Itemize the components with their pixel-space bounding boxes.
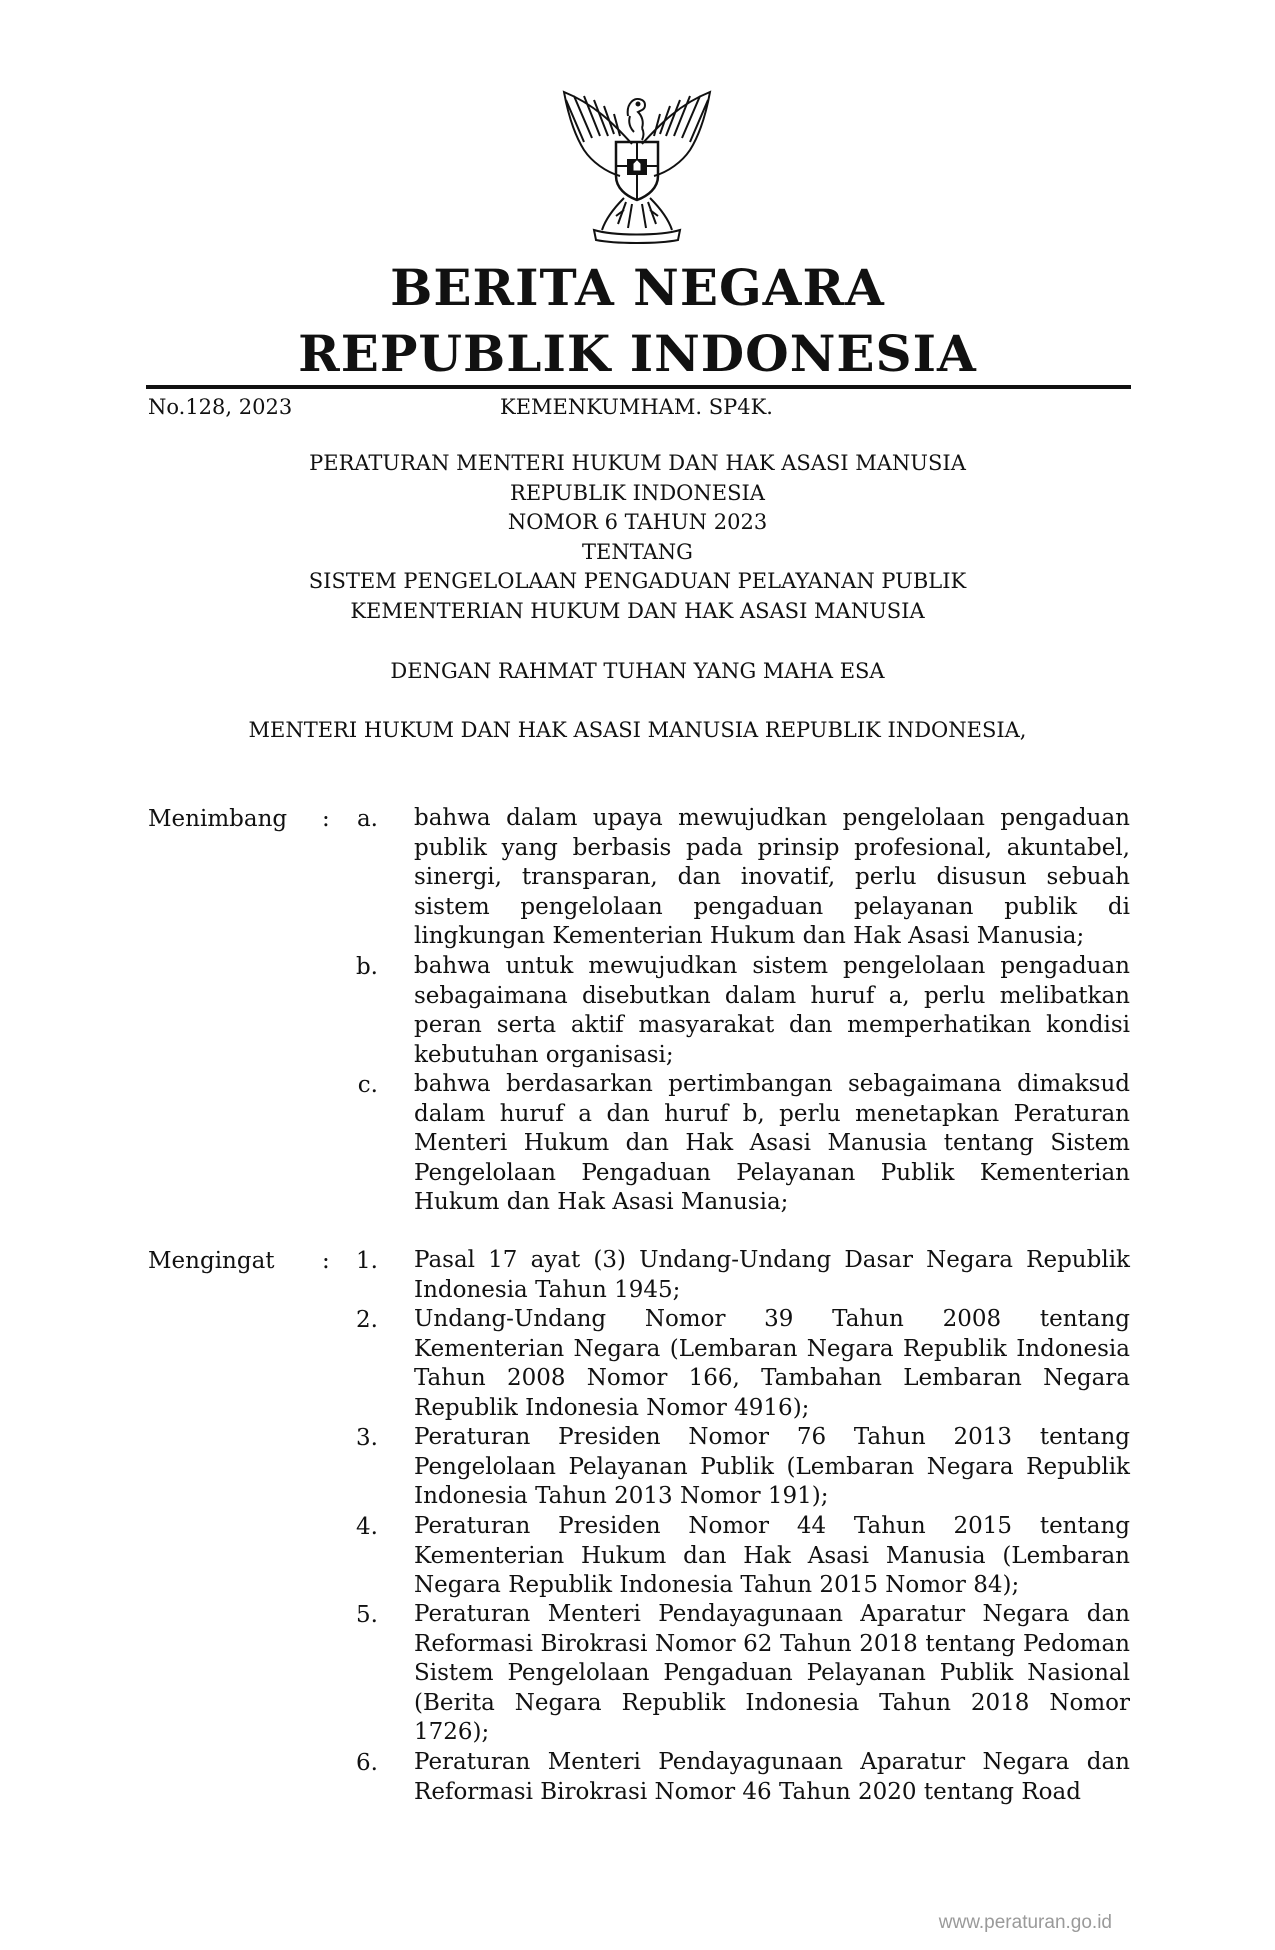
title-line: PERATURAN MENTERI HUKUM DAN HAK ASASI MANUSIA	[309, 451, 966, 475]
title-line: TENTANG	[582, 540, 693, 564]
item-marker: 3.	[356, 1425, 378, 1451]
legal-basis-item: Peraturan Presiden Nomor 44 Tahun 2015 tentang Kementerian Hukum dan Hak Asasi Manusia (Lembaran Negara Republik Indonesia Tahun 2015 Nomor 84);	[414, 1513, 1130, 1599]
item-marker: 2.	[356, 1307, 378, 1333]
item-marker: b.	[355, 954, 378, 980]
garuda-emblem-icon	[554, 84, 720, 244]
item-marker: 1.	[356, 1248, 378, 1274]
legal-basis-item: Peraturan Presiden Nomor 76 Tahun 2013 tentang Pengelolaan Pelayanan Publik (Lembaran Negara Republik Indonesia Tahun 2013 Nomor 191);	[414, 1424, 1130, 1510]
title-line: KEMENTERIAN HUKUM DAN HAK ASASI MANUSIA	[350, 599, 925, 623]
section-label-menimbang: Menimbang	[148, 806, 288, 832]
source-watermark: www.peraturan.go.id	[938, 1912, 1112, 1933]
item-marker: 6.	[356, 1750, 378, 1776]
section-colon: :	[322, 806, 330, 832]
legal-basis-item: Undang-Undang Nomor 39 Tahun 2008 tentang Kementerian Negara (Lembaran Negara Republik Indonesia Tahun 2008 Nomor 166, Tambahan Lembaran Negara Republik Indonesia Nomor 4916);	[414, 1306, 1130, 1421]
title-line: REPUBLIK INDONESIA	[510, 481, 765, 505]
consideration-item: bahwa untuk mewujudkan sistem pengelolaan pengaduan sebagaimana disebutkan dalam huruf a, perlu melibatkan peran serta aktif masyarakat dan memperhatikan kondisi kebutuhan organisasi;	[414, 953, 1130, 1068]
masthead-title: BERITA NEGARA	[390, 258, 885, 317]
consideration-item: bahwa dalam upaya mewujudkan pengelolaan pengaduan publik yang berbasis pada prinsip profesional, akuntabel, sinergi, transparan, dan inovatif, perlu disusun sebuah sistem pengelolaan pengaduan pelayanan publik di lingkungan Kementerian Hukum dan Hak Asasi Manusia;	[414, 805, 1130, 950]
legal-basis-item: Peraturan Menteri Pendayagunaan Aparatur Negara dan Reformasi Birokrasi Nomor 46 Tahun 2020 tentang Road	[414, 1749, 1130, 1805]
issuer: MENTERI HUKUM DAN HAK ASASI MANUSIA REPUBLIK INDONESIA,	[248, 718, 1027, 742]
legal-basis-item: Pasal 17 ayat (3) Undang-Undang Dasar Negara Republik Indonesia Tahun 1945;	[414, 1247, 1130, 1303]
item-marker: 4.	[356, 1514, 378, 1540]
title-line: NOMOR 6 TAHUN 2023	[507, 510, 768, 534]
gazette-number: No.128, 2023	[148, 395, 293, 419]
legal-basis-item: Peraturan Menteri Pendayagunaan Aparatur Negara dan Reformasi Birokrasi Nomor 62 Tahun 2018 tentang Pedoman Sistem Pengelolaan Pengaduan Pelayanan Publik Nasional (Berita Negara Republik Indonesia Tahun 2018 Nomor 1726);	[414, 1601, 1130, 1746]
title-line: SISTEM PENGELOLAAN PENGADUAN PELAYANAN PUBLIK	[308, 569, 967, 593]
gazette-code: KEMENKUMHAM. SP4K.	[500, 395, 773, 419]
item-marker: a.	[356, 806, 378, 832]
item-marker: c.	[357, 1072, 378, 1098]
item-marker: 5.	[356, 1602, 378, 1628]
section-label-mengingat: Mengingat	[148, 1248, 275, 1274]
preamble: DENGAN RAHMAT TUHAN YANG MAHA ESA	[390, 659, 885, 683]
masthead-rule	[146, 385, 1131, 389]
section-colon: :	[322, 1248, 330, 1274]
consideration-item: bahwa berdasarkan pertimbangan sebagaimana dimaksud dalam huruf a dan huruf b, perlu menetapkan Peraturan Menteri Hukum dan Hak Asasi Manusia tentang Sistem Pengelolaan Pengaduan Pelayanan Publik Kementerian Hukum dan Hak Asasi Manusia;	[414, 1071, 1130, 1216]
masthead-subtitle: REPUBLIK INDONESIA	[298, 324, 977, 383]
